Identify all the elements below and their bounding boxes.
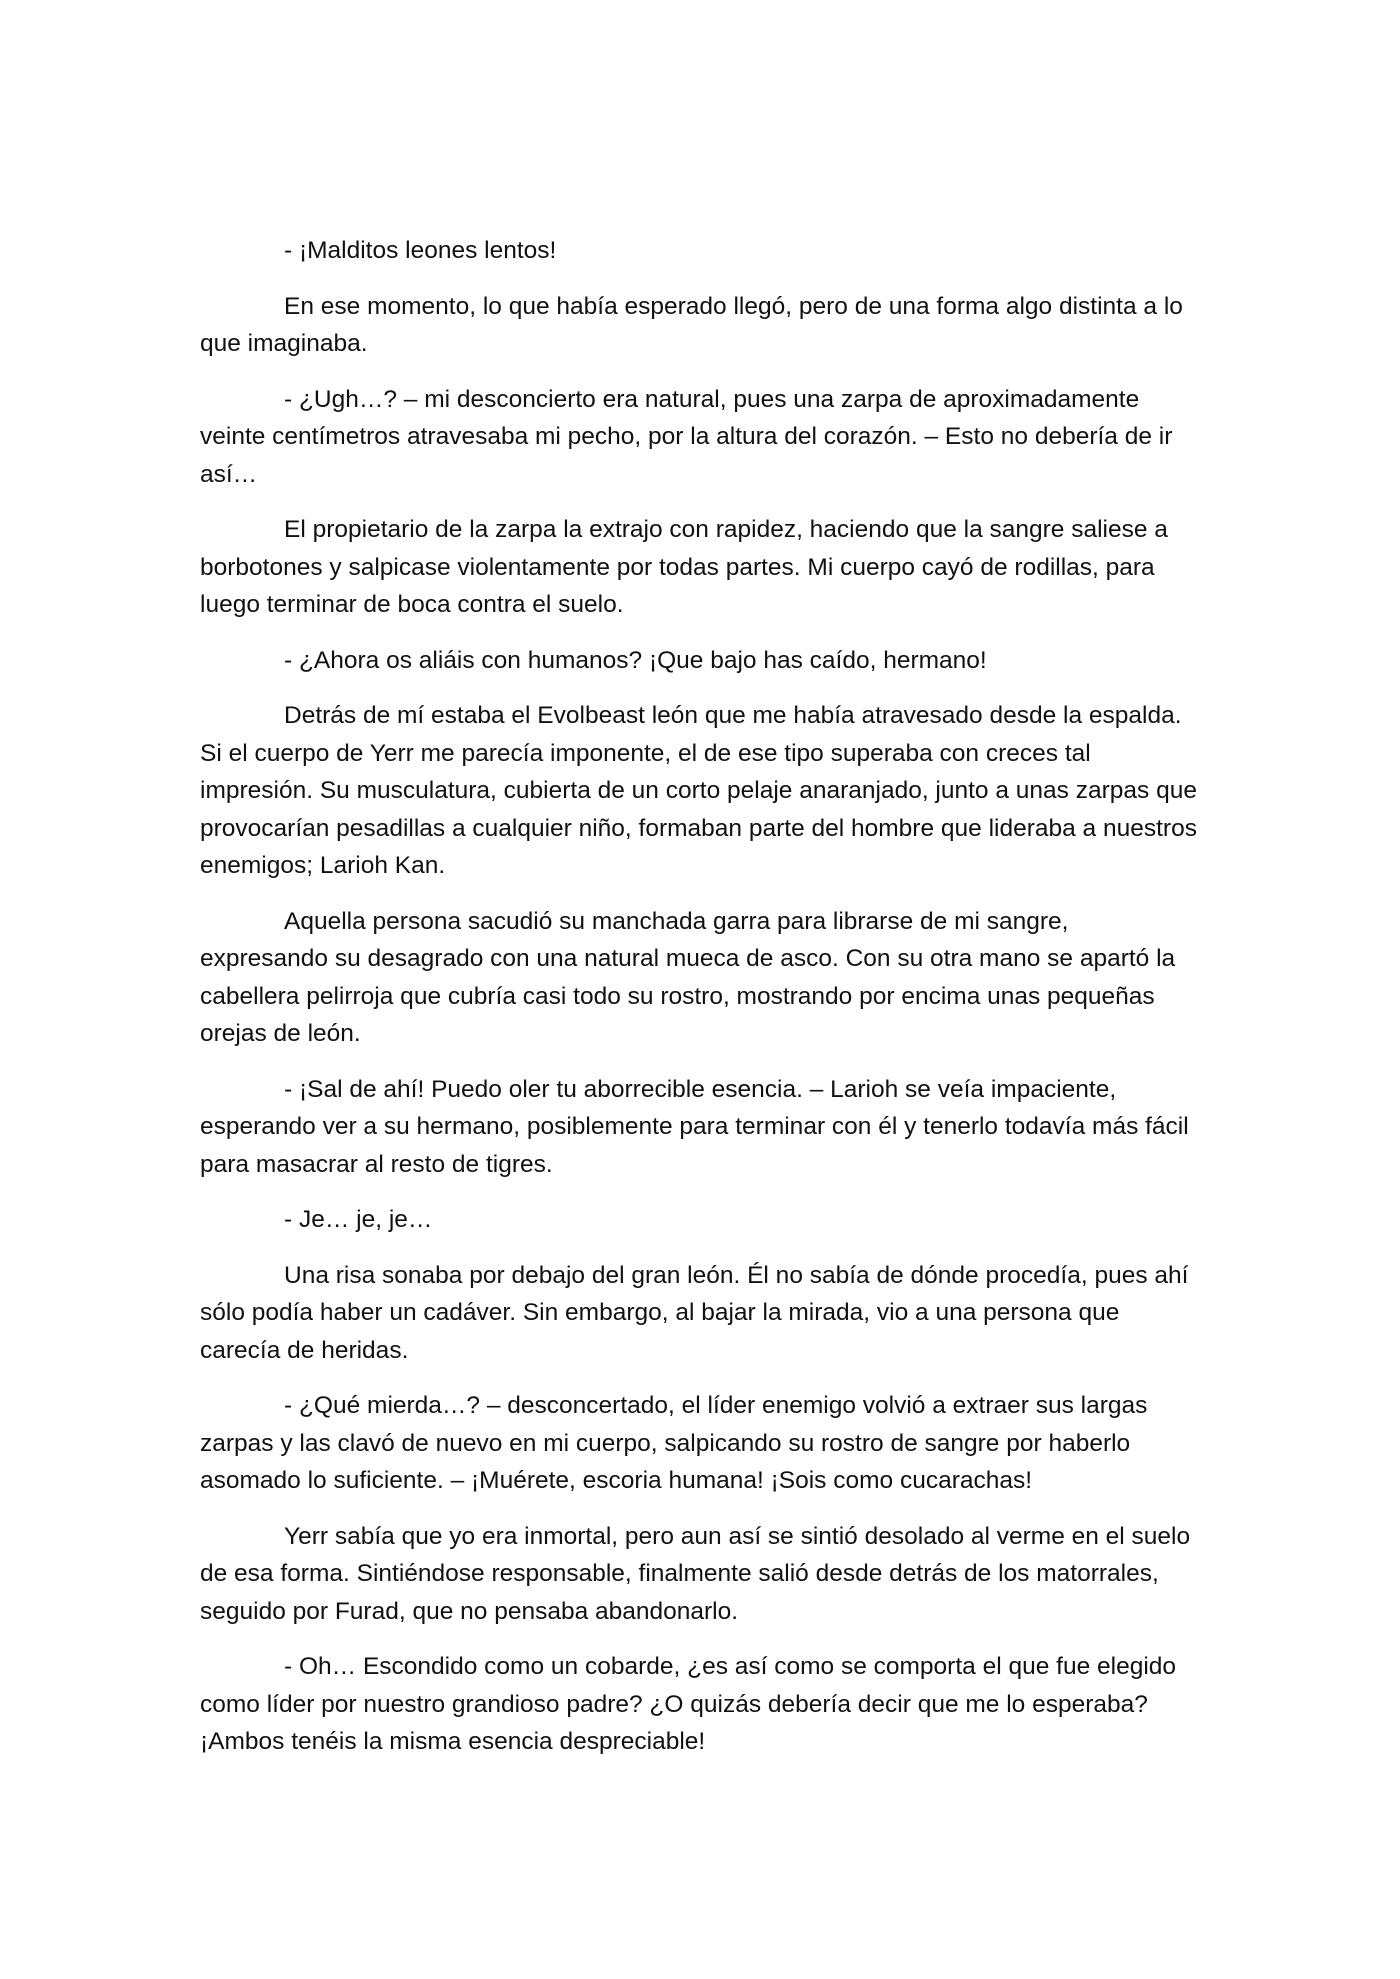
paragraph: - Je… je, je… (284, 1206, 433, 1233)
paragraph: - ¿Ugh…? – mi desconcierto era natural, pues una zarpa de aproximadamente veinte centímetros atravesaba mi pecho, por la altura del corazón. – Esto no debería de ir así… (200, 385, 1173, 488)
paragraph: - ¡Malditos leones lentos! (284, 237, 557, 264)
paragraph: En ese momento, lo que había esperado llegó, pero de una forma algo distinta a lo que imaginaba. (200, 292, 1183, 357)
paragraph: - ¿Qué mierda…? – desconcertado, el líder enemigo volvió a extraer sus largas zarpas y las clavó de nuevo en mi cuerpo, salpicando su rostro de sangre por haberlo asomado lo suficiente. – ¡Muérete, escoria humana! ¡Sois como cucarachas! (200, 1392, 1148, 1494)
paragraph: - Oh… Escondido como un cobarde, ¿es así como se comporta el que fue elegido como líder por nuestro grandioso padre? ¿O quizás debería decir que me lo esperaba? ¡Ambos tenéis la misma esencia despreciable! (200, 1653, 1177, 1755)
paragraph: Una risa sonaba por debajo del gran león. Él no sabía de dónde procedía, pues ahí sólo podía haber un cadáver. Sin embargo, al bajar la mirada, vio a una persona que carecía de heridas. (200, 1261, 1189, 1364)
paragraph: - ¡Sal de ahí! Puedo oler tu aborrecible esencia. – Larioh se veía impaciente, esperando ver a su hermano, posiblemente para terminar con él y tenerlo todavía más fácil para masacrar al resto de tigres. (200, 1075, 1189, 1178)
paragraph: Detrás de mí estaba el Evolbeast león que me había atravesado desde la espalda. Si el cuerpo de Yerr me parecía imponente, el de ese tipo superaba con creces tal impresión. Su musculatura, cubierta de un corto pelaje anaranjado, junto a unas zarpas que provocarían pesadillas a cualquier niño, formaban parte del hombre que lideraba a nuestros enemigos; Larioh Kan. (200, 702, 1197, 879)
body-text (200, 232, 1200, 1779)
paragraph: - ¿Ahora os aliáis con humanos? ¡Que bajo has caído, hermano! (284, 646, 987, 674)
paragraph: Yerr sabía que yo era inmortal, pero aun así se sintió desolado al verme en el suelo de esa forma. Sintiéndose responsable, finalmente salió desde detrás de los matorrales, seguido por Furad, que no pensaba abandonarlo. (200, 1522, 1191, 1625)
paragraph: Aquella persona sacudió su manchada garra para librarse de mi sangre, expresando su desagrado con una natural mueca de asco. Con su otra mano se apartó la cabellera pelirroja que cubría casi todo su rostro, mostrando por encima unas pequeñas orejas de león. (200, 907, 1176, 1047)
paragraph: El propietario de la zarpa la extrajo con rapidez, haciendo que la sangre saliese a borbotones y salpicase violentamente por todas partes. Mi cuerpo cayó de rodillas, para luego terminar de boca contra el suelo. (200, 516, 1168, 618)
